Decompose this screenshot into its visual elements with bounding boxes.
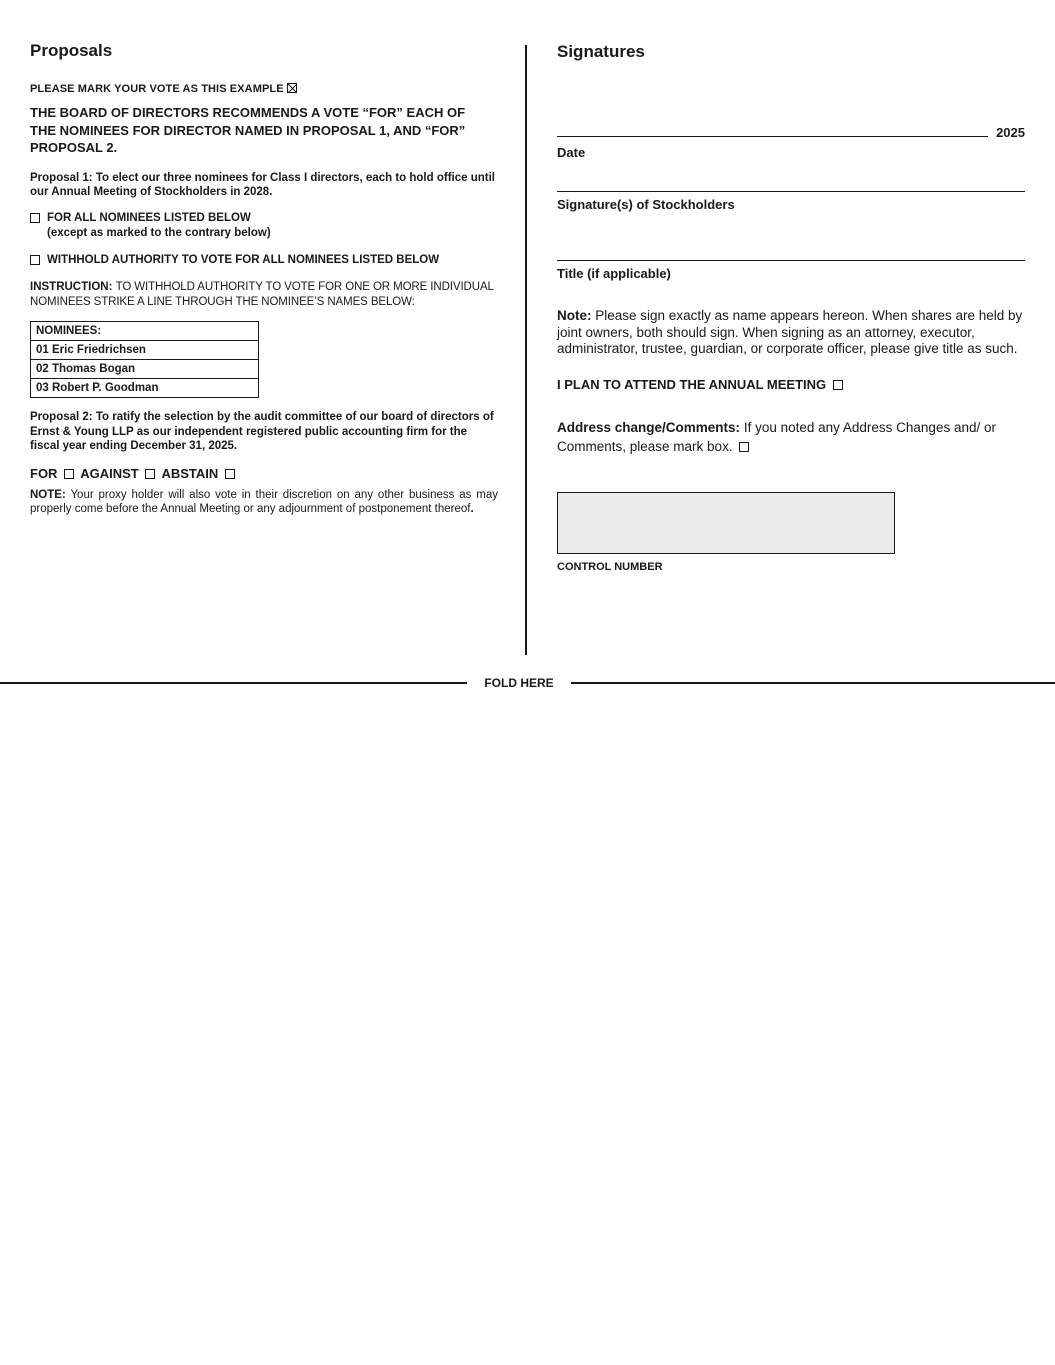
proxy-note [30,488,498,516]
control-number-label: CONTROL NUMBER [557,560,663,573]
instruction [30,280,498,309]
for-all-label: FOR ALL NOMINEES LISTED BELOW [47,211,251,224]
attend-checkbox[interactable] [833,380,843,390]
signatures-section [557,40,1025,573]
table-row [31,360,259,379]
proposals-title: Proposals [30,41,113,60]
column-divider [525,45,527,655]
board-recommendation: THE BOARD OF DIRECTORS RECOMMENDS A VOTE “FOR” EACH OF THE NOMINEES FOR DIRECTOR NAMED IN PROPOSAL 1, AND “FOR” PROPOSAL 2. [30,105,466,155]
checked-box-example-icon [287,83,297,93]
withhold-label: WITHHOLD AUTHORITY TO VOTE FOR ALL NOMINEES LISTED BELOW [47,253,440,266]
signing-note-label: Note: [557,308,592,323]
proposals-section [30,40,498,516]
fold-line-left [0,682,467,684]
option-for-all-nominees[interactable] [30,211,498,242]
attend-meeting [557,377,1025,392]
fold-line-right [571,682,1055,684]
for-all-checkbox[interactable] [30,213,40,223]
option-withhold-all[interactable] [30,253,498,269]
proposal-2-votes [30,465,498,482]
instruction-label: INSTRUCTION: [30,281,113,293]
nominee-2: 02 Thomas Bogan [31,360,259,379]
attend-label: I PLAN TO ATTEND THE ANNUAL MEETING [557,376,827,392]
signatures-title: Signatures [557,42,645,61]
fold-line [0,675,1055,691]
vote-example-text: PLEASE MARK YOUR VOTE AS THIS EXAMPLE [30,83,284,95]
date-line[interactable] [557,136,988,137]
proposal-2-text: Proposal 2: To ratify the selection by the audit committee of our board of directors of Ernst & Young LLP as our independent registered public accounting firm for the fiscal year ending December 31, 2025. [30,411,494,452]
vote-example [30,83,498,95]
fold-text: FOLD HERE [484,676,554,690]
vote-abstain-label: ABSTAIN [161,465,219,481]
table-row [31,341,259,360]
title-line[interactable] [557,260,1025,261]
control-number-box [557,492,895,554]
address-change [557,418,1025,456]
nominee-3: 03 Robert P. Goodman [31,379,259,398]
note-label: NOTE: [30,488,66,501]
date-field[interactable] [557,126,1025,140]
nominee-1: 01 Eric Friedrichsen [31,341,259,360]
note-end: . [470,502,474,515]
signing-note [557,308,1025,358]
date-label: Date [557,145,586,160]
note-text: Your proxy holder will also vote in their discretion on any other business as may properly come before the Annual Meeting or any adjournment of postponement thereof [30,488,498,515]
vote-against-label: AGAINST [80,465,139,481]
signing-note-text: Please sign exactly as name appears hereon. When shares are held by joint owners, both should sign. When signing as an attorney, executor, administrator, trustee, guardian, or corporate officer, please give title as such. [557,308,1023,356]
vote-against-checkbox[interactable] [145,469,155,479]
date-year: 2025 [996,125,1025,140]
nominees-table [30,321,259,398]
table-row [31,379,259,398]
vote-for-checkbox[interactable] [64,469,74,479]
withhold-checkbox[interactable] [30,255,40,265]
table-row [31,322,259,341]
for-all-sublabel: (except as marked to the contrary below) [47,227,271,239]
vote-abstain-checkbox[interactable] [225,469,235,479]
proposal-1-text: Proposal 1: To elect our three nominees for Class I directors, each to hold office until our Annual Meeting of Stockholders in 2028. [30,171,495,198]
title-label: Title (if applicable) [557,266,671,281]
vote-for-label: FOR [30,465,58,481]
address-label: Address change/Comments: [557,419,741,435]
address-text: If you noted any Address Changes and/ or Comments, please mark box. [557,419,996,454]
nominees-header: NOMINEES: [31,322,259,341]
signature-line[interactable] [557,191,1025,192]
address-checkbox[interactable] [739,442,749,452]
signature-label: Signature(s) of Stockholders [557,197,735,212]
instruction-text: TO WITHHOLD AUTHORITY TO VOTE FOR ONE OR MORE INDIVIDUAL NOMINEES STRIKE A LINE THROUGH THE NOMINEE’S NAMES BELOW: [30,281,494,308]
